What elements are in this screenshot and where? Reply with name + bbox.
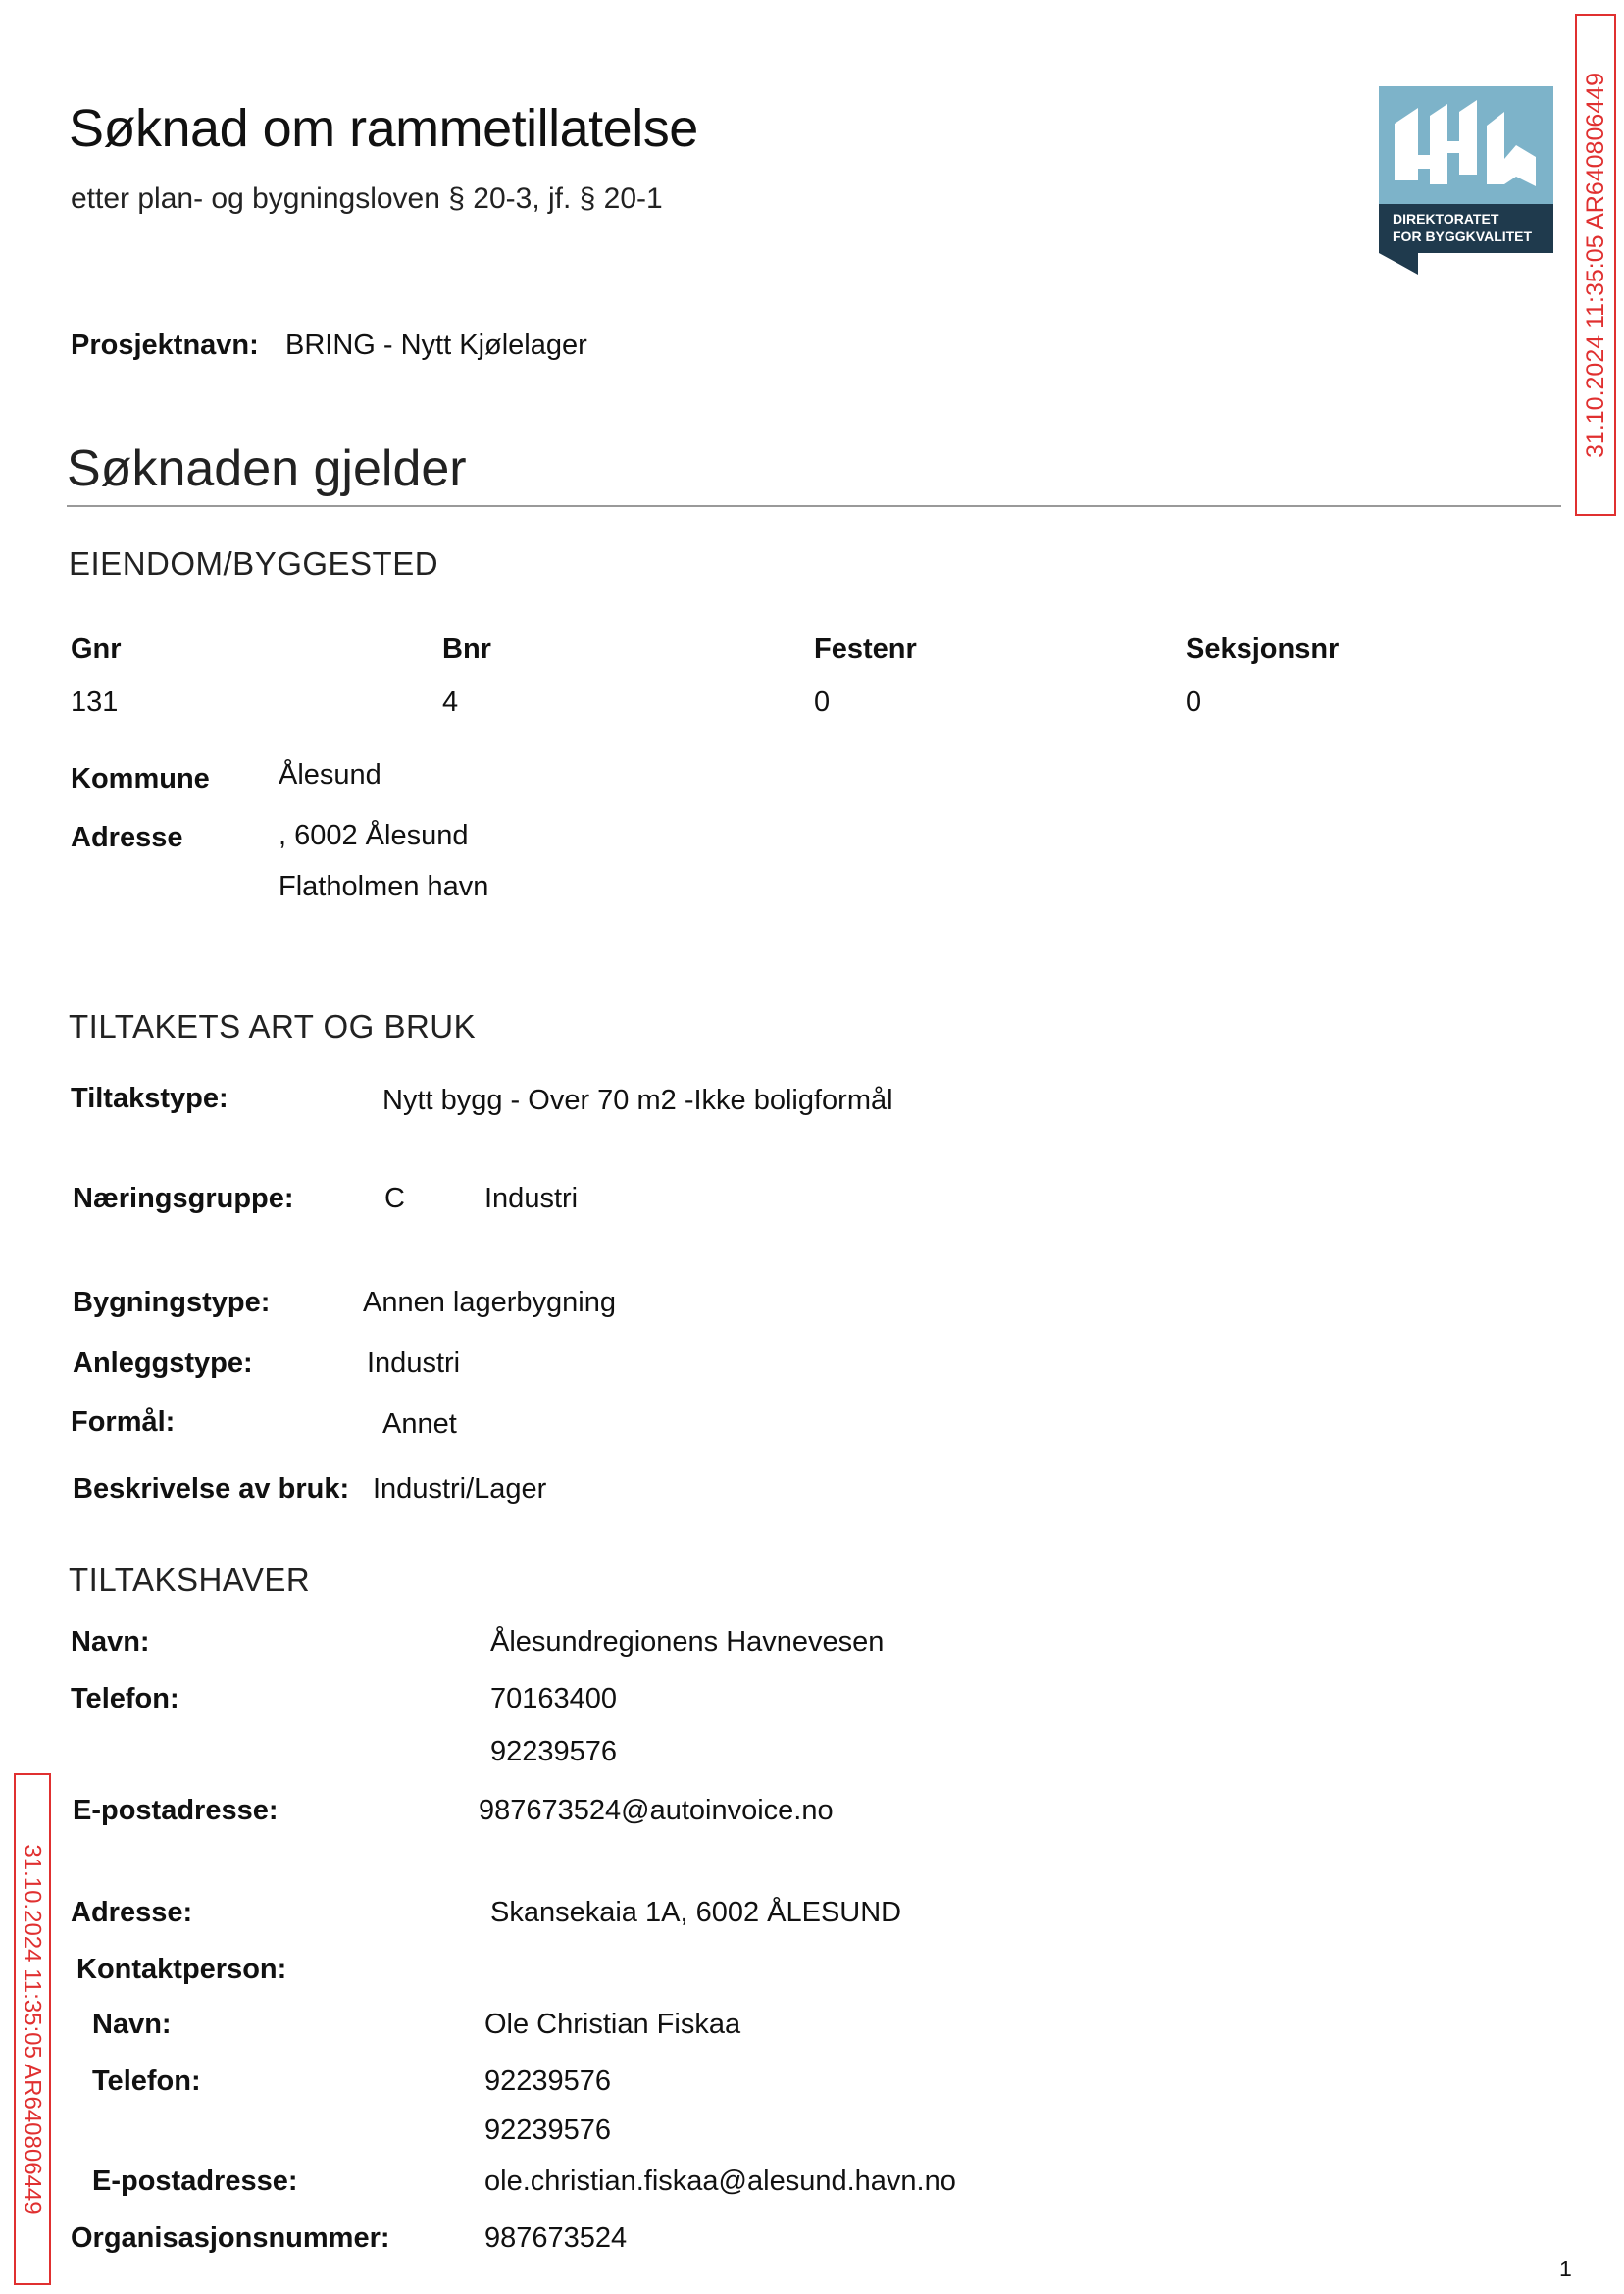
naeringsgruppe-label: Næringsgruppe: [73, 1183, 294, 1214]
kontakt-navn-value: Ole Christian Fiskaa [484, 2009, 741, 2040]
beskrivelse-value: Industri/Lager [373, 1473, 547, 1504]
tiltakstype-value: Nytt bygg - Over 70 m2 -Ikke boligformål [382, 1085, 893, 1116]
th-telefon-1: 70163400 [490, 1683, 618, 1714]
formal-label: Formål: [71, 1406, 176, 1438]
seksjonsnr-value: 0 [1186, 687, 1202, 718]
dibk-logo-icon [1379, 86, 1553, 277]
kontaktperson-label: Kontaktperson: [76, 1954, 287, 1985]
tiltakstype-label: Tiltakstype: [71, 1083, 228, 1114]
anleggstype-label: Anleggstype: [73, 1348, 253, 1379]
beskrivelse-label: Beskrivelse av bruk: [73, 1473, 350, 1504]
kontakt-telefon-label: Telefon: [92, 2065, 201, 2097]
logo-text-1: DIREKTORATET [1393, 211, 1499, 227]
naeringsgruppe-code: C [384, 1183, 405, 1214]
festenr-label: Festenr [814, 634, 917, 665]
orgnr-value: 987673524 [484, 2222, 628, 2254]
project-name-value: BRING - Nytt Kjølelager [285, 330, 587, 361]
timestamp-stamp-right [1575, 14, 1616, 516]
section-heading: Søknaden gjelder [67, 440, 467, 497]
bnr-value: 4 [442, 687, 459, 718]
logo-text-2: FOR BYGGKVALITET [1393, 229, 1533, 244]
anleggstype-value: Industri [367, 1348, 461, 1379]
bnr-label: Bnr [442, 634, 491, 665]
th-telefon-label: Telefon: [71, 1683, 179, 1714]
stamp-text: 31.10.2024 11:35:05 AR640806449 [1581, 72, 1609, 458]
timestamp-stamp-left [14, 1773, 51, 2285]
kontakt-epost-label: E-postadresse: [92, 2166, 298, 2197]
bygningstype-value: Annen lagerbygning [363, 1287, 616, 1318]
th-epost-label: E-postadresse: [73, 1795, 279, 1826]
adresse-label: Adresse [71, 822, 183, 853]
th-telefon-2: 92239576 [490, 1736, 618, 1767]
eiendom-heading: EIENDOM/BYGGESTED [69, 545, 439, 582]
gnr-label: Gnr [71, 634, 122, 665]
section-divider [67, 505, 1561, 507]
tiltakshaver-heading: TILTAKSHAVER [69, 1561, 311, 1598]
kommune-label: Kommune [71, 763, 210, 794]
formal-value: Annet [382, 1408, 457, 1440]
th-adresse-value: Skansekaia 1A, 6002 ÅLESUND [490, 1897, 902, 1928]
tiltak-heading: TILTAKETS ART OG BRUK [69, 1008, 477, 1045]
kommune-value: Ålesund [279, 759, 381, 790]
page-number: 1 [1559, 2256, 1572, 2281]
kontakt-epost-value: ole.christian.fiskaa@alesund.havn.no [484, 2166, 956, 2197]
bygningstype-label: Bygningstype: [73, 1287, 271, 1318]
adresse-line2: Flatholmen havn [279, 871, 489, 902]
th-adresse-label: Adresse: [71, 1897, 193, 1928]
document-title: Søknad om rammetillatelse [69, 99, 698, 158]
naeringsgruppe-value: Industri [484, 1183, 579, 1214]
kontakt-telefon-2: 92239576 [484, 2115, 612, 2146]
th-epost-value: 987673524@autoinvoice.no [479, 1795, 834, 1826]
gnr-value: 131 [71, 687, 119, 718]
project-name-label: Prosjektnavn: [71, 330, 259, 361]
festenr-value: 0 [814, 687, 831, 718]
th-navn-value: Ålesundregionens Havnevesen [490, 1626, 885, 1657]
orgnr-label: Organisasjonsnummer: [71, 2222, 390, 2254]
seksjonsnr-label: Seksjonsnr [1186, 634, 1340, 665]
kontakt-telefon-1: 92239576 [484, 2065, 612, 2097]
kontakt-navn-label: Navn: [92, 2009, 172, 2040]
dibk-logo [1379, 86, 1553, 277]
adresse-line1: , 6002 Ålesund [279, 820, 469, 851]
stamp-text-left: 31.10.2024 11:35:05 AR640806449 [20, 1844, 46, 2215]
document-subtitle: etter plan- og bygningsloven § 20-3, jf. § 20-1 [71, 182, 663, 215]
th-navn-label: Navn: [71, 1626, 150, 1657]
